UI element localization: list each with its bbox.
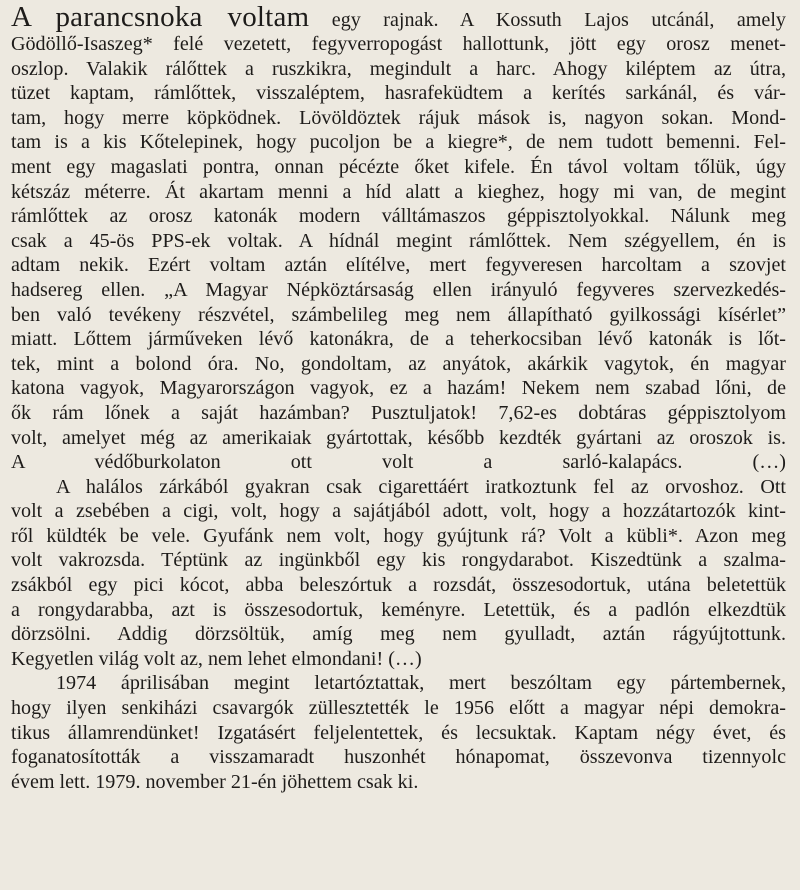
text-line: ről küldték be vele. Gyufánk nem volt, hogy gyújtunk rá? Volt a kübli*. Azon meg (11, 524, 786, 547)
text-line: Gödöllő-Isaszeg* felé vezetett, fegyverropogást hallottunk, jött egy orosz menet- (11, 33, 786, 55)
text-line: évem lett. 1979. november 21-én jöhettem csak ki. (11, 770, 419, 793)
text-line: katona vagyok, Magyarországon vagyok, ez a hazám! Nekem nem szabad lőni, de (11, 377, 786, 400)
text-line: tam, hogy merre köpködnek. Lövöldöztek rájuk mások is, nagyon sokan. Mond- (11, 106, 786, 129)
text-line: tüzet kaptam, rámlőttek, visszaléptem, hasrafeküdtem a kerítés sarkánál, és vár- (11, 82, 786, 105)
paragraph-2 (11, 475, 786, 672)
text-line: ben való tevékeny részvétel, számbelileg meg nem állapítható gyilkossági kísérlet” (11, 303, 786, 326)
paragraph-3 (11, 671, 786, 794)
text-line: volt, amelyet még az amerikaiak gyártottak, később kezdték gyártani az oroszok is. (11, 426, 786, 449)
text-line: tek, mint a bolond óra. No, gondoltam, az anyátok, akárkik vagytok, én magyar (11, 352, 786, 375)
text-line: a rongydarabba, azt is összesodortuk, keményre. Letettük, és a padlón elkezdtük (11, 598, 786, 621)
text-line: ment egy magaslati pontra, onnan pécézte őket kifele. Én távol voltam tőlük, úgy (11, 155, 786, 178)
text-line: hogy ilyen senkiházi csavargók züllesztették le 1956 előtt a magyar népi demokra- (11, 697, 786, 720)
text-line: hadsereg ellen. „A Magyar Népköztársaság ellen irányuló fegyveres szervezkedés- (11, 278, 786, 301)
text-line: volt vakrozsda. Téptünk az ingünkből egy kis rongydarabot. Kiszedtünk a szalma- (11, 549, 786, 572)
text-line: zsákból egy pici kócot, abba beleszórtuk a rozsdát, összesodortuk, utána beletettük (11, 574, 786, 597)
text-line: Kegyetlen világ volt az, nem lehet elmondani! (…) (11, 647, 422, 670)
text-line: adtam nekik. Ezért voltam aztán elítélve, mert fegyveresen harcoltam a szovjet (11, 254, 786, 277)
text-line: A halálos zárkából gyakran csak cigarettáért iratkoztunk fel az orvoshoz. Ott (56, 475, 786, 498)
text-line: dörzsölni. Addig dörzsöltük, amíg meg nem gyulladt, aztán rágyújtottunk. (11, 623, 786, 646)
text-line: miatt. Lőttem járműveken lévő katonákra, de a teherkocsiban lévő katonák is lőt- (11, 328, 786, 351)
text-line: kétszáz méterre. Át akartam menni a híd alatt a kieghez, hogy mi van, de megint (11, 180, 786, 203)
text-line: A védőburkolaton ott volt a sarló-kalapács. (…) (11, 451, 786, 474)
text-line: tikus államrendünket! Izgatásért feljelentettek, és lecsuktak. Kaptam négy évet, és (11, 721, 786, 744)
lead-in-phrase: A parancsnoka voltam (11, 1, 310, 33)
text-line: volt a zsebében a cigi, volt, hogy a sajátjából adott, volt, hogy a hozzátartozók kint- (11, 500, 786, 523)
text-line: oszlop. Valakik rálőttek a ruszkikra, megindult a harc. Ahogy kiléptem az útra, (11, 57, 786, 80)
text-line: egy rajnak. A Kossuth Lajos utcánál, amely (309, 9, 786, 31)
text-line: foganatosították a visszamaradt huszonhét hónapomat, összevonva tizennyolc (11, 746, 786, 769)
text-line: ők rám lőnek a saját hazámban? Pusztuljatok! 7,62-es dobtáras géppisztolyom (11, 401, 786, 424)
paragraph-1 (11, 2, 786, 475)
text-line: rámlőttek az orosz katonák modern válltámaszos géppisztolyokkal. Nálunk meg (11, 205, 786, 228)
text-line: csak a 45-ös PPS-ek voltak. A hídnál megint rámlőttek. Nem szégyellem, én is (11, 229, 786, 252)
text-line: tam is a kis Kőtelepinek, hogy pucoljon be a kiegre*, de nem tudott bemenni. Fel- (11, 131, 786, 154)
text-line: 1974 áprilisában megint letartóztattak, mert beszóltam egy pártembernek, (56, 672, 786, 695)
paragraph-1-line-1 (11, 2, 786, 32)
